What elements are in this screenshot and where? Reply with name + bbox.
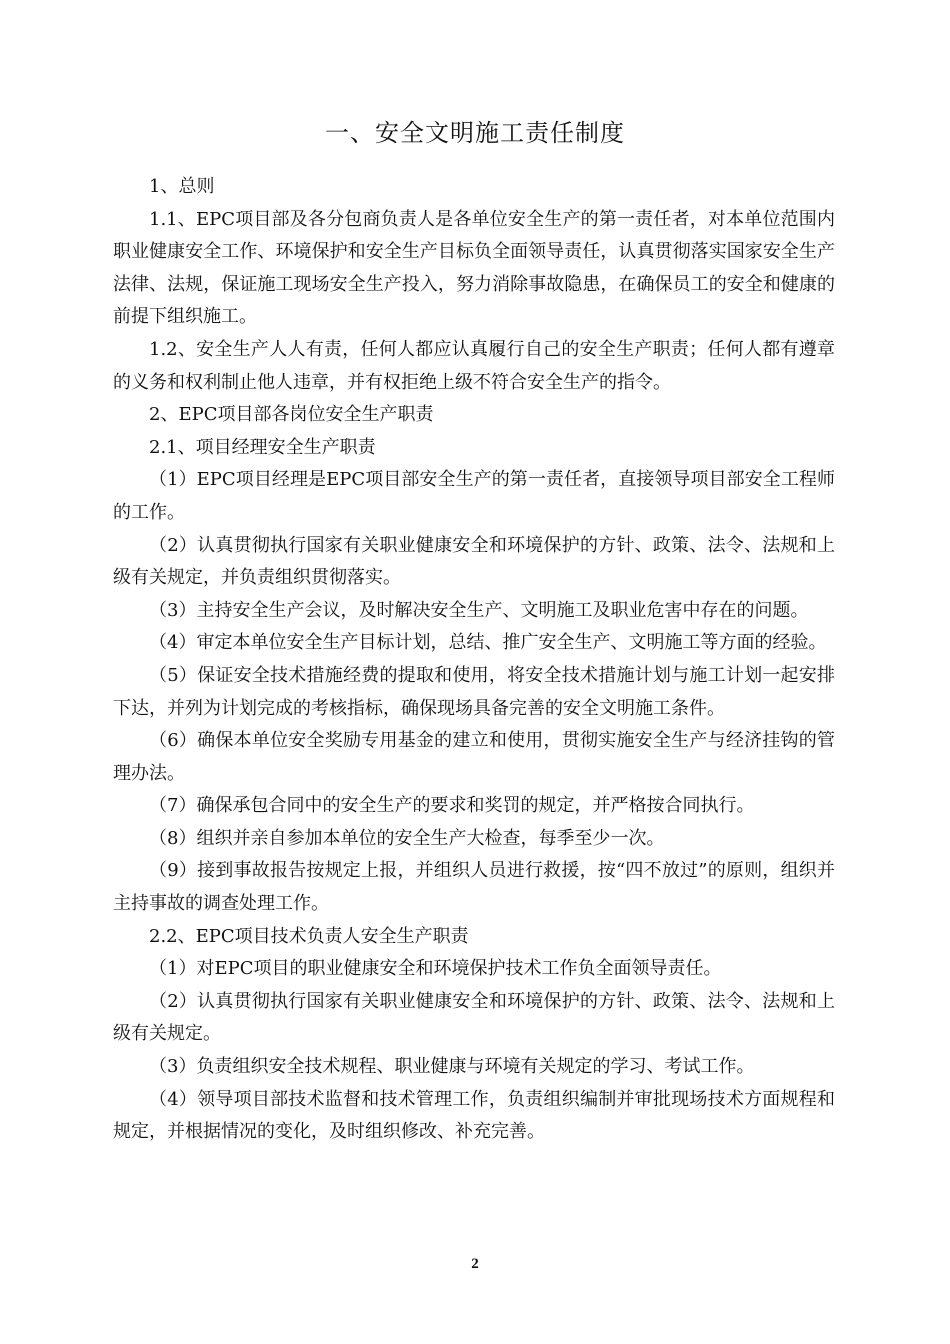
paragraph: （7）确保承包合同中的安全生产的要求和奖罚的规定，并严格按合同执行。 — [149, 795, 755, 817]
paragraph: （9）接到事故报告按规定上报，并组织人员进行救援，按“四不放过”的原则，组织并主持事故的调查处理工作。 — [113, 860, 835, 915]
paragraph: 1.2、安全生产人人有责，任何人都应认真履行自己的安全生产职责；任何人都有遵章的义务和权利制止他人违章，并有权拒绝上级不符合安全生产的指令。 — [113, 338, 835, 393]
paragraph: 2.1、项目经理安全生产职责 — [149, 436, 376, 458]
paragraph: （5）保证安全技术措施经费的提取和使用，将安全技术措施计划与施工计划一起安排下达，并列为计划完成的考核指标，确保现场具备完善的安全文明施工条件。 — [113, 664, 835, 719]
paragraph: （4）审定本单位安全生产目标计划，总结、推广安全生产、文明施工等方面的经验。 — [149, 632, 827, 654]
page-number: 2 — [471, 1256, 479, 1272]
paragraph: （4）领导项目部技术监督和技术管理工作，负责组织编制并审批现场技术方面规程和规定，并根据情况的变化，及时组织修改、补充完善。 — [113, 1088, 835, 1143]
paragraph: 1、总则 — [149, 176, 215, 197]
paragraph: （6）确保本单位安全奖励专用基金的建立和使用，贯彻实施安全生产与经济挂钩的管理办法。 — [113, 730, 835, 784]
paragraph: 2.2、EPC项目技术负责人安全生产职责 — [149, 925, 469, 947]
paragraph: （2）认真贯彻执行国家有关职业健康安全和环境保护的方针、政策、法令、法规和上级有关规定。 — [113, 990, 835, 1045]
document-body — [113, 171, 835, 1149]
paragraph: （3）主持安全生产会议，及时解决安全生产、文明施工及职业危害中存在的问题。 — [149, 599, 809, 621]
paragraph: （3）负责组织安全技术规程、职业健康与环境有关规定的学习、考试工作。 — [149, 1056, 755, 1078]
paragraph: （1）EPC项目经理是EPC项目部安全生产的第一责任者，直接领导项目部安全工程师的工作。 — [113, 469, 835, 523]
paragraph: （2）认真贯彻执行国家有关职业健康安全和环境保护的方针、政策、法令、法规和上级有关规定，并负责组织贯彻落实。 — [113, 534, 835, 589]
paragraph: （8）组织并亲自参加本单位的安全生产大检查，每季至少一次。 — [149, 827, 665, 849]
paragraph: （1）对EPC项目的职业健康安全和环境保护技术工作负全面领导责任。 — [149, 958, 722, 980]
paragraph: 2、EPC项目部各岗位安全生产职责 — [149, 404, 434, 426]
paragraph: 1.1、EPC项目部及各分包商负责人是各单位安全生产的第一责任者，对本单位范围内职业健康安全工作、环境保护和安全生产目标负全面领导责任，认真贯彻落实国家安全生产法律、法规，保证施工现场安全生产投入，努力消除事故隐患，在确保员工的安全和健康的前提下组织施工。 — [113, 208, 835, 328]
page-title: 一、安全文明施工责任制度 — [325, 119, 625, 147]
